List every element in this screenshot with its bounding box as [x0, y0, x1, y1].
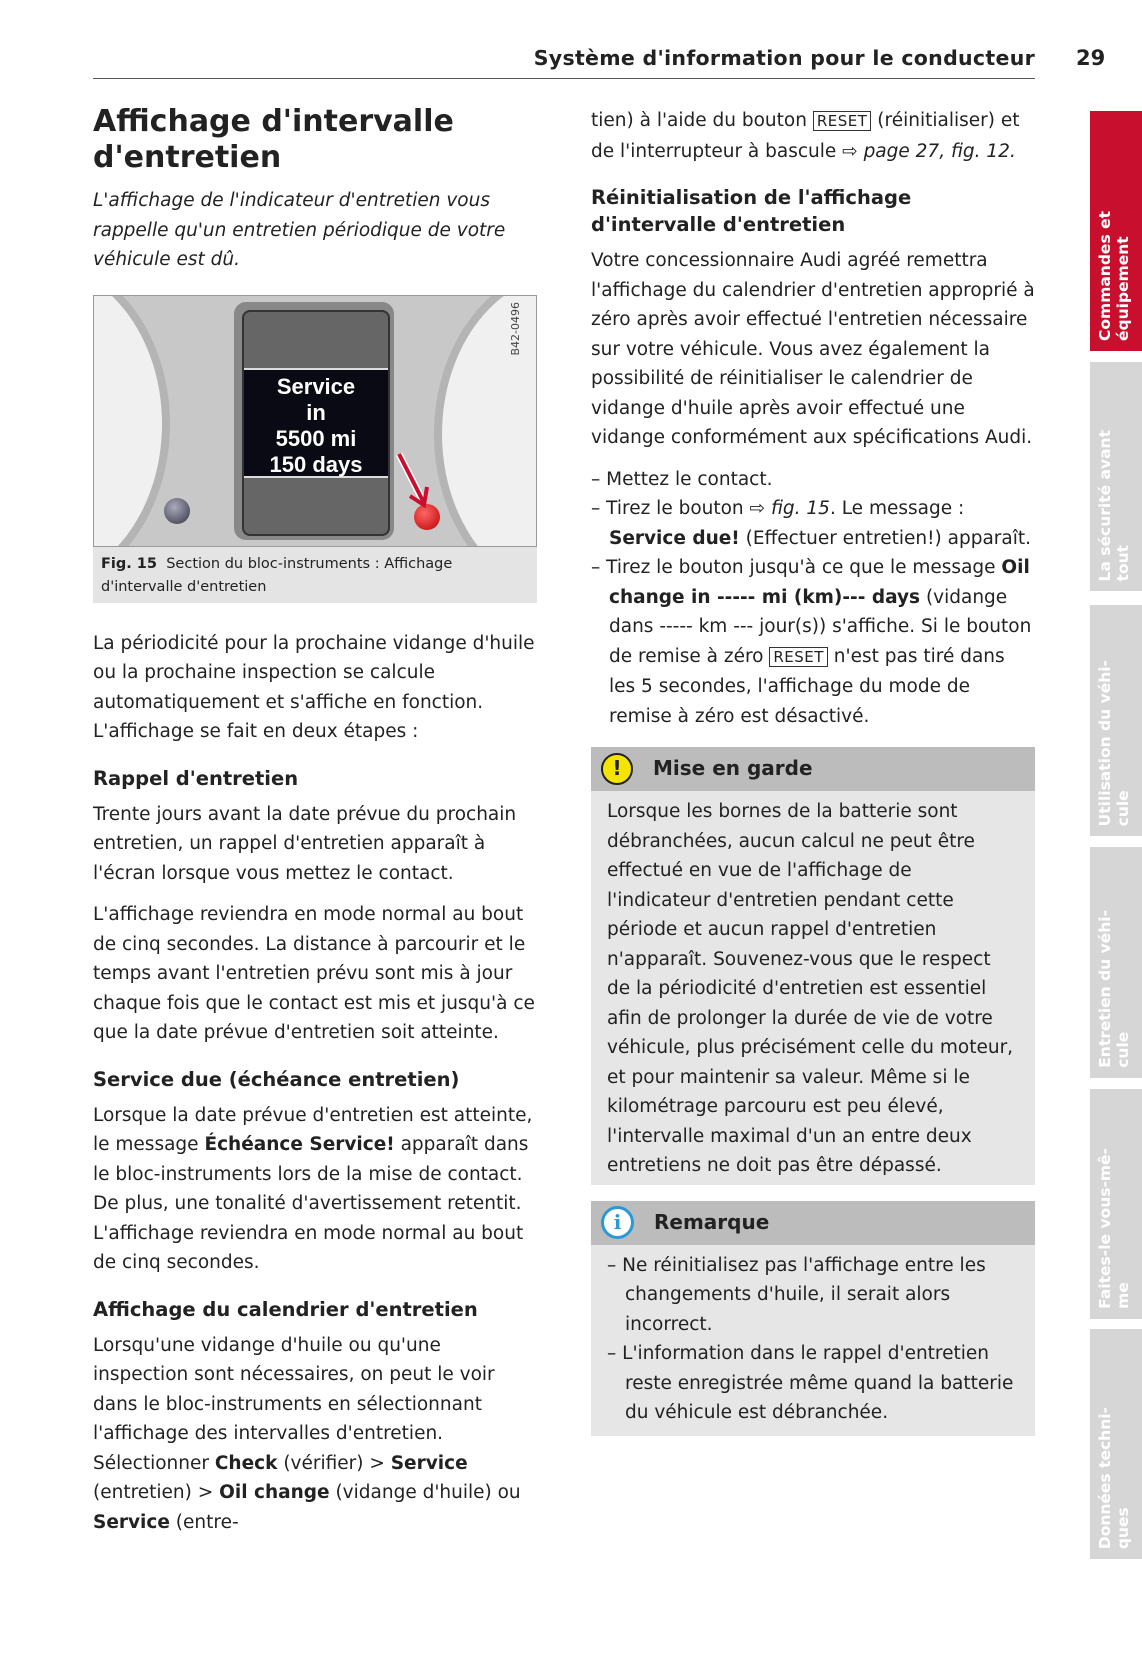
note-header — [591, 1201, 1035, 1245]
paragraph — [93, 1101, 537, 1278]
text: (Effectuer entretien!) apparaît. — [739, 527, 1032, 549]
menu-term: Service — [93, 1511, 170, 1533]
left-gauge — [93, 295, 170, 547]
subheading: Réinitialisation de l'affichage d'intervalle d'entretien — [591, 186, 912, 236]
note-title: Remarque — [654, 1209, 770, 1234]
subheading: Affichage du calendrier d'entretien — [93, 1297, 478, 1321]
text: (entre- — [169, 1511, 239, 1533]
tab-entretien[interactable] — [1090, 847, 1142, 1078]
left-knob — [164, 498, 190, 524]
step — [591, 494, 1035, 553]
tab-commandes-equipement[interactable] — [1090, 111, 1142, 351]
paragraph: La périodicité pour la prochaine vidange d'huile ou la prochaine inspection se calcule automatiquement et s'affiche en fonction. L'affichage se fait en deux étapes : — [93, 632, 535, 742]
tab-label: Faites-le vous-mê- me — [1096, 1148, 1132, 1309]
message-text: Oil change in ----- mi (km)--- days — [609, 557, 1030, 608]
warning-header — [591, 747, 1035, 791]
reset-key: RESET — [769, 647, 828, 667]
warning-box — [591, 747, 1035, 1185]
tab-utilisation[interactable] — [1090, 605, 1142, 836]
header-title: Système d'information pour le conducteur — [533, 46, 1035, 70]
page-reference[interactable]: page 27, fig. 12. — [863, 140, 1016, 162]
text: – Tirez le bouton ⇨ — [591, 498, 771, 519]
page-number: 29 — [1076, 46, 1106, 70]
text: apparaît dans le bloc-instruments lors de la mise de contact. De plus, une tonalité d'avertissement retentit. L'affichage reviendra en mode normal au bout de cinq secondes. — [93, 1134, 529, 1273]
step — [591, 553, 1035, 731]
text: (entretien) > — [93, 1482, 220, 1503]
subheading: Service due (échéance entretien) — [93, 1067, 460, 1091]
display-line: 5500 mi — [275, 425, 357, 451]
message-text: Service due! — [609, 527, 740, 549]
note-item: – Ne réinitialisez pas l'affichage entre les changements d'huile, il serait alors incorrect. — [607, 1254, 986, 1335]
intro-text: L'affichage de l'indicateur d'entretien vous rappelle qu'un entretien périodique de votre véhicule est dû. — [93, 190, 506, 270]
caption-text: Section du bloc-instruments : Affichage d'intervalle d'entretien — [101, 555, 453, 595]
display-line: in — [306, 399, 326, 425]
figure-reference[interactable]: fig. 15 — [770, 498, 830, 519]
running-header — [93, 44, 1035, 79]
paragraph: Votre concessionnaire Audi agréé remettra l'affichage du calendrier d'entretien approprié à zéro après avoir effectué l'entretien nécessaire sur votre véhicule. Vous avez également la possibilité de réinitialiser le calendrier de vidange d'huile après avoir effectué une vidange conformément aux spécifications Audi. — [591, 250, 1035, 448]
menu-term: Oil change — [219, 1482, 330, 1503]
info-icon: i — [601, 1206, 634, 1239]
subheading: Rappel d'entretien — [93, 766, 299, 790]
note-box — [591, 1201, 1035, 1436]
message-text: Échéance Service! — [204, 1134, 395, 1155]
text: (vérifier) > — [277, 1452, 391, 1474]
instrument-cluster-image — [93, 295, 537, 547]
caption-label: Fig. 15 — [101, 555, 157, 572]
tab-faites-le-vous-meme[interactable] — [1090, 1089, 1142, 1319]
note-item: – L'information dans le rappel d'entretien reste enregistrée même quand la batterie du véhicule est débranchée. — [607, 1343, 1014, 1423]
tab-label: Entretien du véhi- cule — [1096, 910, 1132, 1068]
figure-caption — [93, 547, 537, 603]
section-title: Affichage d'intervalle d'entretien — [93, 104, 454, 175]
paragraph: Trente jours avant la date prévue du prochain entretien, un rappel d'entretien apparaît à l'écran lorsque vous mettez le contact. — [93, 803, 517, 884]
warning-text: Lorsque les bornes de la batterie sont débranchées, aucun calcul ne peut être effectué en vue de l'affichage de l'indicateur d'entretien pendant cette période et aucun rappel d'entretien n'apparaît. Souvenez-vous que le respect de la périodicité d'entretien est essentiel afin de prolonger la durée de vie de votre véhicule, plus précisément celle du moteur, et pour maintenir sa valeur. Même si le kilométrage parcouru est peu élevé, l'intervalle maximal d'un an entre deux entretiens ne doit pas être dépassé. — [607, 801, 1014, 1176]
service-message — [244, 368, 388, 478]
text: (réinitialiser) et de l'interrupteur à bascule ⇨ — [591, 110, 1020, 162]
red-arrow-icon — [394, 451, 434, 511]
reset-key: RESET — [813, 111, 872, 131]
paragraph — [93, 1331, 537, 1538]
display-line: Service — [276, 373, 356, 399]
figure-code: B42-0496 — [508, 301, 522, 356]
tab-label: Données techni- ques — [1096, 1406, 1132, 1549]
menu-term: Check — [214, 1452, 278, 1474]
text: Lorsque la date prévue d'entretien est atteinte, le message — [93, 1104, 533, 1155]
paragraph — [591, 106, 1035, 166]
text: n'est pas tiré dans les 5 secondes, l'affichage du mode de remise à zéro est désactivé. — [609, 645, 1005, 727]
text: (vidange dans ----- km --- jour(s)) s'affiche. Si le bouton de remise à zéro — [609, 586, 1032, 667]
text: . Le message : — [829, 498, 965, 519]
figure-15 — [93, 295, 537, 603]
text: – Tirez le bouton jusqu'à ce que le message — [591, 557, 1002, 578]
text: (vidange d'huile) ou — [329, 1482, 521, 1503]
tab-label: Utilisation du véhi- cule — [1096, 659, 1132, 826]
tab-securite[interactable] — [1090, 362, 1142, 591]
tab-donnees-techniques[interactable] — [1090, 1329, 1142, 1559]
paragraph: L'affichage reviendra en mode normal au bout de cinq secondes. La distance à parcourir et le temps avant l'entretien prévu sont mis à jour chaque fois que le contact est mis et jusqu'à ce que la date prévue d'entretien soit atteinte. — [93, 904, 535, 1043]
tab-label: Commandes et équipement — [1096, 211, 1132, 341]
tab-label: La sécurité avant tout — [1096, 429, 1132, 581]
text: tien) à l'aide du bouton — [591, 110, 813, 131]
warning-icon: ! — [601, 753, 633, 785]
menu-term: Service — [390, 1452, 468, 1474]
right-column — [591, 106, 1035, 1436]
text: Lorsqu'une vidange d'huile ou qu'une inspection sont nécessaires, on peut le voir dans le bloc-instruments en sélectionnant l'affichage des intervalles d'entretien. Sélectionner — [93, 1334, 495, 1474]
display-line: 150 days — [269, 451, 363, 477]
note-body — [591, 1245, 1035, 1436]
warning-title: Mise en garde — [653, 756, 813, 781]
step: – Mettez le contact. — [591, 468, 773, 490]
left-column — [93, 104, 537, 1549]
